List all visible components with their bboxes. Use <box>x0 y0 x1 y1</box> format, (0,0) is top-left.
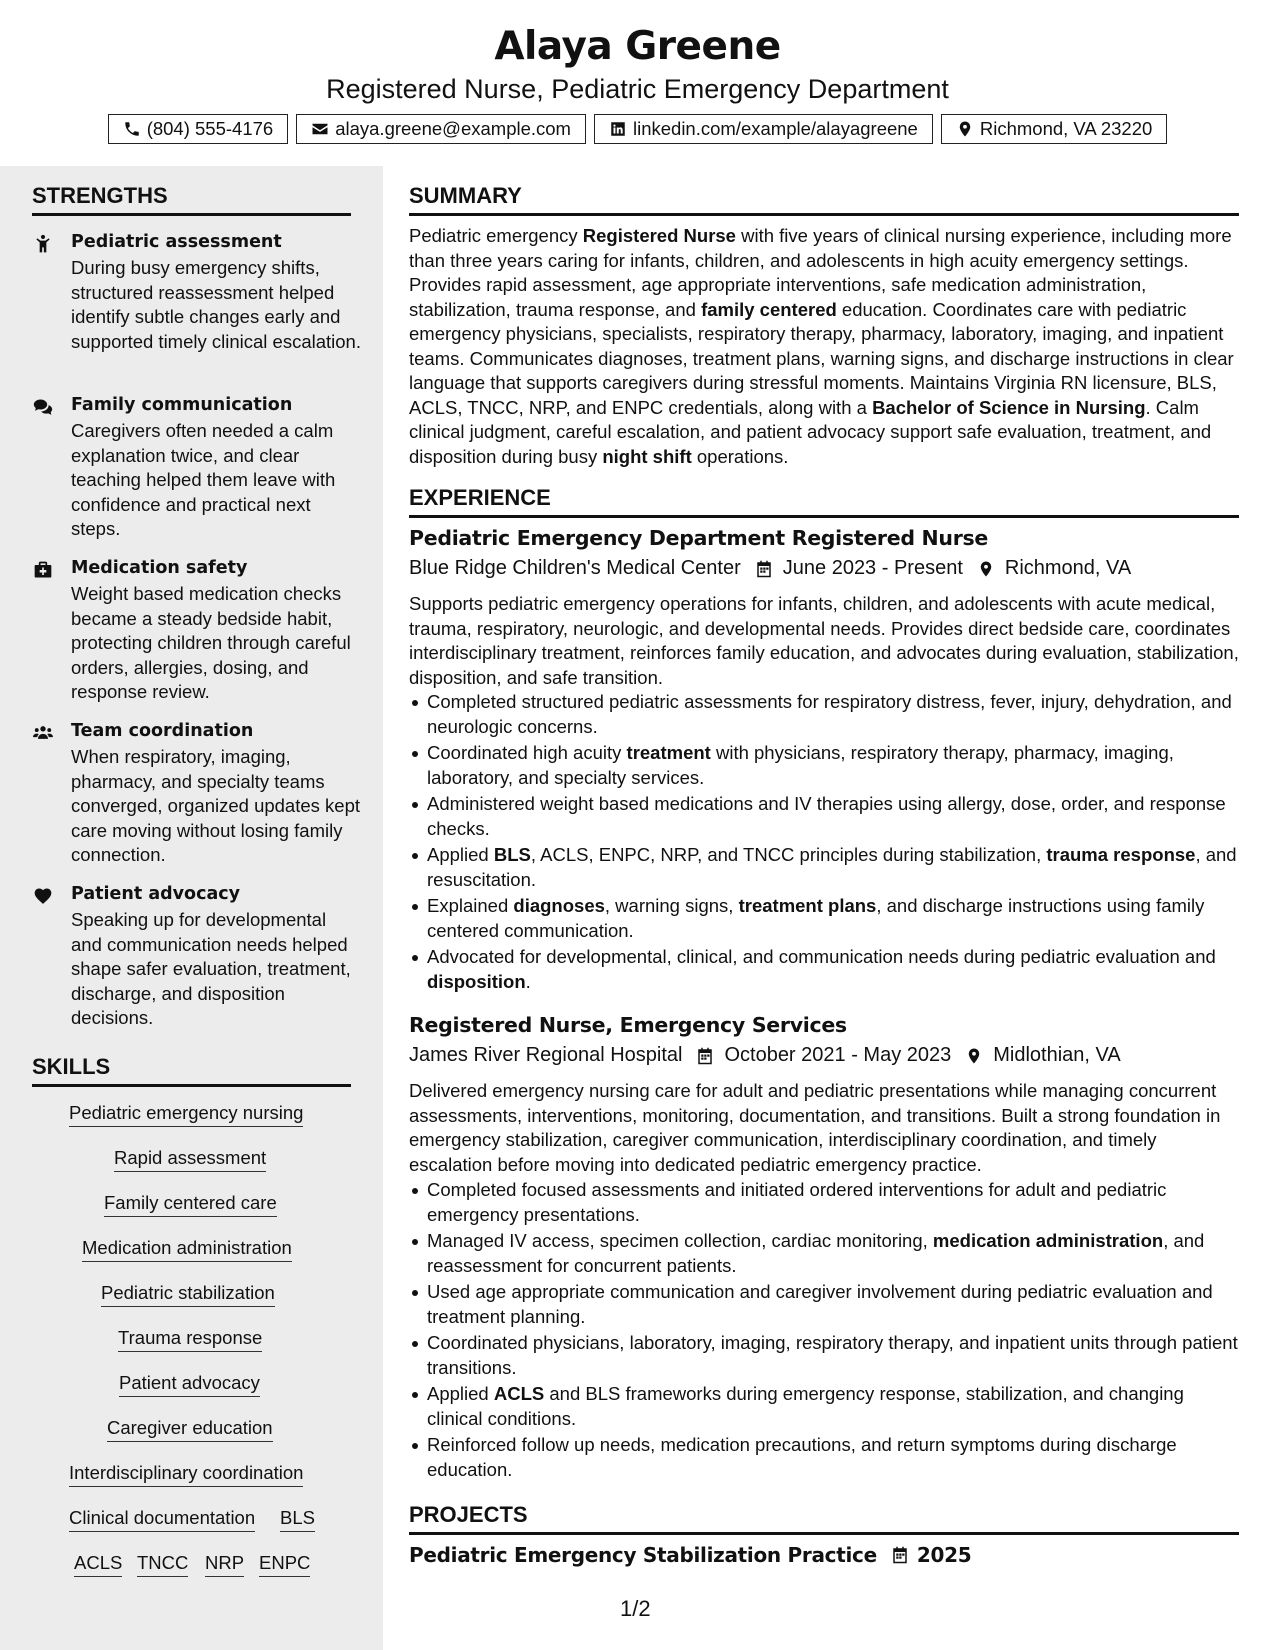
text-run: , ACLS, ENPC, NRP, and TNCC principles during stabilization, <box>530 844 1047 865</box>
heart-icon <box>32 886 54 906</box>
map-pin-icon <box>977 559 995 579</box>
strength-title: Medication safety <box>71 558 248 578</box>
text-run: education. Coordinates care with pediatric emergency physicians, specialists, respiratory therapy, pharmacy, laboratory, imaging, and inpatient teams. Communicates diagnoses, treatment plans, warning signs, and discharge instructions in clear language that supports caregivers during stressful moments. Maintains Virginia RN licensure, BLS, ACLS, TNCC, NRP, and ENPC credentials, along with a <box>409 298 1234 418</box>
candidate-name: Alaya Greene <box>494 24 781 69</box>
text-run: Coordinated physicians, laboratory, imaging, respiratory therapy, and inpatient units through patient transitions. <box>427 1332 1238 1378</box>
bullet-item <box>409 690 1241 739</box>
employer: James River Regional Hospital <box>409 1044 683 1066</box>
contact-phone <box>108 114 289 144</box>
job-title: Pediatric Emergency Department Registered Nurse <box>409 526 989 550</box>
skills-heading: SKILLS <box>32 1054 351 1087</box>
project-item <box>409 1543 971 1567</box>
job-meta <box>409 1044 1121 1067</box>
skill-tag: ACLS <box>74 1552 122 1577</box>
calendar-icon <box>755 559 773 579</box>
emphasis-text: ACLS <box>493 1383 545 1404</box>
bullet-item <box>409 1280 1241 1329</box>
medkit-icon <box>32 560 54 580</box>
emphasis-text: trauma response <box>1046 844 1196 865</box>
text-run: Explained <box>427 895 514 916</box>
strength-desc: Caregivers often needed a calm explanation twice, and clear teaching helped them leave with confidence and practical next steps. <box>71 420 336 539</box>
contact-location <box>941 114 1167 144</box>
text-run: Used age appropriate communication and caregiver involvement during pediatric evaluation and treatment planning. <box>427 1281 1213 1327</box>
text-run: . <box>525 970 531 992</box>
summary-text <box>409 224 1241 469</box>
contact-email[interactable] <box>296 114 586 144</box>
contact-phone-text: (804) 555-4176 <box>146 118 274 139</box>
contact-linkedin[interactable] <box>594 114 933 144</box>
sidebar <box>0 166 383 1650</box>
bullet-item <box>409 894 1241 943</box>
text-run: . Calm clinical judgment, careful escalation, and patient advocacy support safe evaluation, treatment, and disposition during busy <box>409 396 1212 467</box>
text-run: and BLS frameworks during emergency response, stabilization, and changing clinical conditions. <box>427 1383 1184 1429</box>
job-location: Richmond, VA <box>1004 557 1132 579</box>
text-run: , and discharge instructions using family centered communication. <box>427 895 1205 941</box>
job-dates: June 2023 - Present <box>782 557 963 579</box>
strength-desc: Weight based medication checks became a steady bedside habit, protecting children through careful orders, allergies, dosing, and response review. <box>71 583 351 702</box>
skill-tag: ENPC <box>259 1552 310 1577</box>
emphasis-text: night shift <box>602 445 692 467</box>
strength-desc: During busy emergency shifts, structured reassessment helped identify subtle changes early and supported timely clinical escalation. <box>71 257 361 352</box>
experience-heading: EXPERIENCE <box>409 485 1239 518</box>
summary-heading: SUMMARY <box>409 183 1239 216</box>
bullet-item <box>409 843 1241 892</box>
job-location: Midlothian, VA <box>993 1044 1121 1066</box>
skill-tag: Interdisciplinary coordination <box>69 1462 303 1487</box>
employer: Blue Ridge Children's Medical Center <box>409 557 741 579</box>
job-description: Supports pediatric emergency operations for infants, children, and adolescents with acute medical, trauma, respiratory, neurologic, and developmental needs. Provides direct bedside care, coordinates interdisciplinary treatment, reinforces family education, and advocates during evaluation, stabilization, disposition, and safe transition. <box>409 593 1239 688</box>
skill-tag: Rapid assessment <box>114 1147 266 1172</box>
emphasis-text: diagnoses <box>513 895 605 916</box>
job-description: Delivered emergency nursing care for adult and pediatric presentations while managing concurrent assessments, interventions, monitoring, documentation, and transitions. Built a strong foundation in emergency stabilization, caregiver communication, interdisciplinary coordination, and timely escalation before moving into dedicated pediatric emergency practice. <box>409 1080 1221 1175</box>
skill-tag: Caregiver education <box>107 1417 273 1442</box>
bullet-item <box>409 1229 1241 1278</box>
skill-tag: Trauma response <box>118 1327 262 1352</box>
bullet-item <box>409 945 1241 994</box>
contact-linkedin-text[interactable]: linkedin.com/example/alayagreene <box>632 118 918 139</box>
emphasis-text: treatment plans <box>738 895 877 916</box>
skill-tag: TNCC <box>137 1552 188 1577</box>
job-bullets <box>409 690 1241 996</box>
text-run: with physicians, respiratory therapy, pharmacy, imaging, laboratory, and specialty services. <box>427 742 1174 788</box>
text-run: Reinforced follow up needs, medication precautions, and return symptoms during discharge education. <box>427 1434 1177 1480</box>
job-dates: October 2021 - May 2023 <box>724 1044 952 1066</box>
contact-bar <box>0 114 1275 144</box>
skill-tag: Family centered care <box>104 1192 277 1217</box>
emphasis-text: treatment <box>626 742 711 763</box>
project-title: Pediatric Emergency Stabilization Practice <box>409 1543 877 1567</box>
skill-tag: Pediatric emergency nursing <box>69 1102 303 1127</box>
emphasis-text: family centered <box>701 298 837 320</box>
text-run: Applied <box>427 1383 494 1404</box>
child-icon <box>32 234 54 254</box>
emphasis-text: disposition <box>427 970 526 992</box>
bullet-item <box>409 1433 1241 1482</box>
text-run: Advocated for developmental, clinical, and communication needs during pediatric evaluation and <box>427 946 1216 967</box>
resume-header <box>0 0 1275 166</box>
calendar-icon <box>891 1545 909 1565</box>
bullet-item <box>409 1331 1241 1380</box>
job-bullets <box>409 1178 1241 1484</box>
contact-email-text[interactable]: alaya.greene@example.com <box>335 118 571 139</box>
map-pin-icon <box>965 1046 983 1066</box>
text-run: , warning signs, <box>604 895 739 916</box>
skill-tag: Pediatric stabilization <box>101 1282 275 1307</box>
projects-heading: PROJECTS <box>409 1502 1239 1535</box>
strengths-heading: STRENGTHS <box>32 183 351 216</box>
skill-tag: Patient advocacy <box>119 1372 260 1397</box>
strength-title: Team coordination <box>71 721 254 741</box>
text-run: Managed IV access, specimen collection, cardiac monitoring, <box>427 1230 933 1251</box>
comments-icon <box>32 397 54 417</box>
strength-title: Pediatric assessment <box>71 232 282 252</box>
strength-title: Family communication <box>71 395 293 415</box>
text-run: operations. <box>691 445 789 467</box>
users-icon <box>32 723 54 743</box>
text-run: Completed focused assessments and initiated ordered interventions for adult and pediatric emergency presentations. <box>427 1179 1167 1225</box>
bullet-item <box>409 1382 1241 1431</box>
emphasis-text: medication administration <box>932 1230 1164 1251</box>
skill-tag: Clinical documentation <box>69 1507 255 1532</box>
envelope-icon <box>311 120 329 138</box>
job-title: Registered Nurse, Emergency Services <box>409 1013 847 1037</box>
job-meta <box>409 557 1131 580</box>
text-run: , and reassessment for concurrent patients. <box>427 1230 1205 1276</box>
emphasis-text: BLS <box>493 844 531 865</box>
text-run: Administered weight based medications and IV therapies using allergy, dose, order, and response checks. <box>427 793 1226 839</box>
text-run: Coordinated high acuity <box>427 742 627 763</box>
text-run: Completed structured pediatric assessments for respiratory distress, fever, injury, dehydration, and neurologic concerns. <box>427 691 1232 737</box>
text-run: Pediatric emergency <box>409 225 583 246</box>
phone-icon <box>123 120 141 138</box>
candidate-title: Registered Nurse, Pediatric Emergency Department <box>326 74 949 104</box>
contact-location-text: Richmond, VA 23220 <box>979 118 1153 139</box>
linkedin-icon <box>609 120 627 138</box>
skill-tag: Medication administration <box>82 1237 292 1262</box>
emphasis-text: Registered Nurse <box>582 225 736 246</box>
text-run: Applied <box>427 844 494 865</box>
page-number: 1/2 <box>620 1596 651 1621</box>
text-run: with five years of clinical nursing experience, including more than three years caring for infants, children, and adolescents in high acuity emergency settings. Provides rapid assessment, age appropriate interventions, safe medication administration, stabilization, trauma response, and <box>409 225 1232 320</box>
calendar-icon <box>696 1046 714 1066</box>
bullet-item <box>409 792 1241 841</box>
skill-tag: NRP <box>205 1552 244 1577</box>
project-year: 2025 <box>916 1543 972 1567</box>
text-run: , and resuscitation. <box>427 844 1237 890</box>
emphasis-text: Bachelor of Science in Nursing <box>872 396 1146 418</box>
strength-title: Patient advocacy <box>71 884 241 904</box>
strength-desc: Speaking up for developmental and communication needs helped shape safer evaluation, treatment, discharge, and disposition decisions. <box>71 909 351 1028</box>
bullet-item <box>409 741 1241 790</box>
skill-tag: BLS <box>280 1507 315 1532</box>
bullet-item <box>409 1178 1241 1227</box>
map-pin-icon <box>956 120 974 138</box>
strength-desc: When respiratory, imaging, pharmacy, and specialty teams converged, organized updates kept care moving without losing family connection. <box>71 746 361 865</box>
